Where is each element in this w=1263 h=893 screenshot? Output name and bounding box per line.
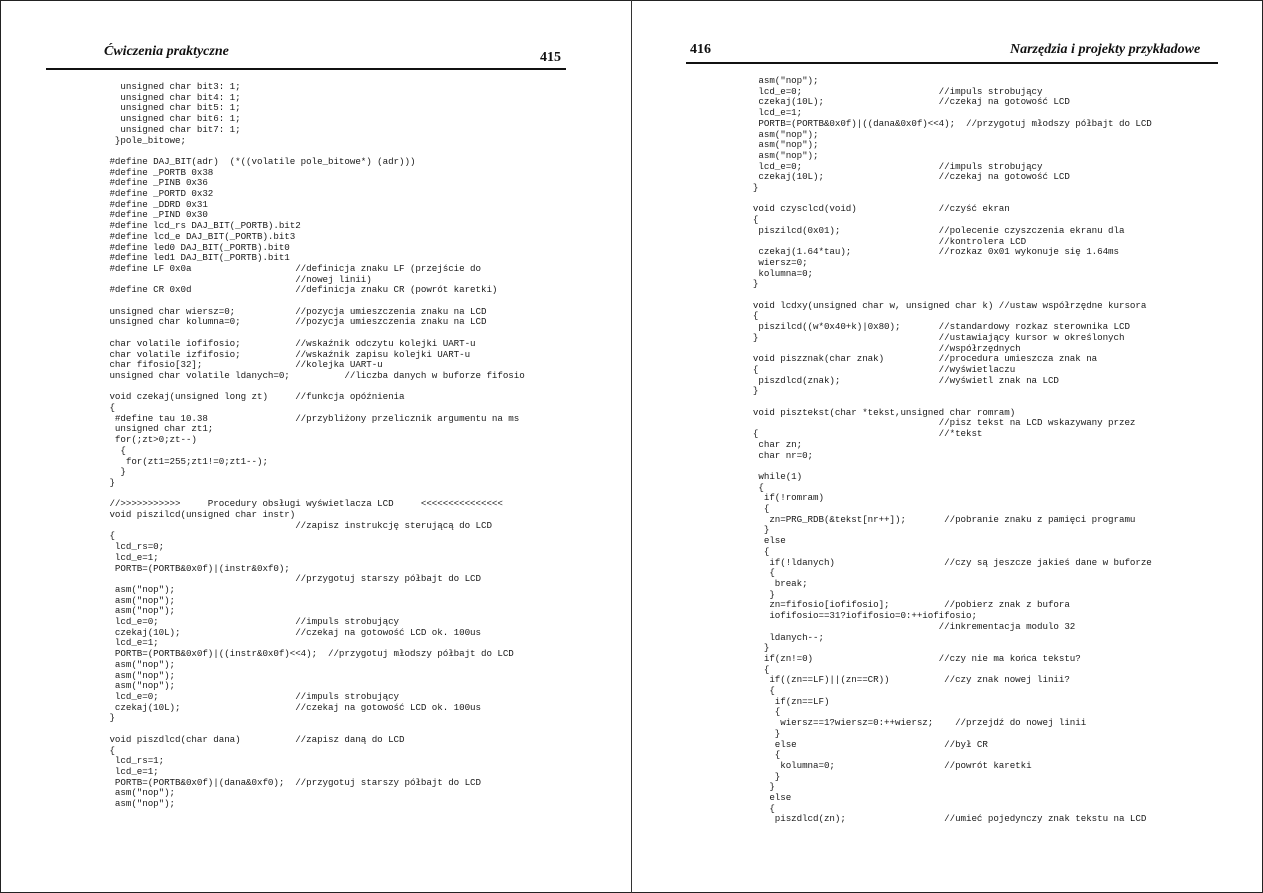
code-line: lcd_e=0; //impuls strobujący [742, 85, 1043, 97]
code-line: if(zn==LF) [742, 695, 830, 707]
code-line: void pisztekst(char *tekst,unsigned char romram) [742, 406, 1016, 418]
code-line: #define LF 0x0a //definicja znaku LF (przejście do [104, 262, 481, 274]
code-line: char nr=0; [742, 449, 814, 461]
code-line: PORTB=(PORTB&0x0f)|(instr&0xf0); [104, 562, 290, 574]
right-running-head: Narzędzia i projekty przykładowe [1010, 42, 1201, 57]
code-line: wiersz=0; [742, 256, 808, 268]
code-line: lcd_e=0; //impuls strobujący [104, 691, 400, 702]
code-line: unsigned char bit4: 1; [104, 91, 241, 103]
code-line: for(zt1=255;zt1!=0;zt1--); [104, 455, 268, 467]
left-code-listing [104, 82, 525, 810]
code-line: asm("nop"); [104, 583, 176, 595]
code-line: } [742, 182, 759, 194]
code-line: } [742, 781, 775, 793]
code-line: #define _PORTD 0x32 [104, 188, 214, 200]
code-line: PORTB=(PORTB&0x0f)|((dana&0x0f)<<4); //przygotuj młodszy półbajt do LCD [742, 117, 1152, 129]
left-page [0, 0, 630, 893]
code-line: unsigned char volatile ldanych=0; //liczba danych w buforze fifosio [104, 369, 525, 381]
code-line: asm("nop"); [104, 669, 176, 681]
code-line: asm("nop"); [104, 680, 176, 692]
code-line: if(zn!=0) //czy nie ma końca tekstu? [742, 652, 1081, 664]
code-line: asm("nop"); [742, 149, 819, 161]
code-line: asm("nop"); [104, 658, 176, 670]
code-line: unsigned char zt1; [104, 423, 214, 435]
code-line: asm("nop"); [742, 128, 819, 140]
code-line: if(!ldanych) //czy są jeszcze jakieś dane w buforze [742, 556, 1152, 568]
code-line: #define led0 DAJ_BIT(_PORTB).bit0 [104, 241, 290, 253]
left-page-number: 415 [540, 50, 561, 65]
code-line: czekaj(10L); //czekaj na gotowość LCD ok. 100us [104, 701, 481, 713]
code-line: ldanych--; [742, 631, 824, 643]
code-line: lcd_rs=0; [104, 541, 165, 553]
code-line: //>>>>>>>>>>> Procedury obsługi wyświetlacza LCD <<<<<<<<<<<<<<< [104, 498, 503, 510]
code-line: kolumna=0; //powrót karetki [742, 759, 1032, 771]
code-line: } [104, 712, 115, 724]
code-line: iofifosio==31?iofifosio=0:++iofifosio; [742, 610, 977, 622]
code-line [742, 461, 1152, 472]
code-line: wiersz==1?wiersz=0:++wiersz; //przejdź do nowej linii [742, 717, 1087, 729]
code-line: { [742, 503, 770, 515]
code-line: } [742, 385, 759, 397]
code-line: lcd_e=0; //impuls strobujący [742, 160, 1043, 172]
code-line: #define _PORTB 0x38 [104, 166, 214, 178]
code-line: if(!romram) [742, 492, 824, 504]
code-line: { //wyświetlaczu [742, 363, 1016, 375]
code-line: //nowej linii) [104, 273, 372, 285]
code-line: #define led1 DAJ_BIT(_PORTB).bit1 [104, 252, 290, 264]
code-line: czekaj(10L); //czekaj na gotowość LCD [742, 96, 1070, 108]
code-line: piszilcd(0x01); //polecenie czyszczenia ekranu dla [742, 224, 1125, 236]
code-line: { [104, 530, 115, 542]
code-line: } [742, 727, 781, 739]
code-line: //przygotuj starszy półbajt do LCD [104, 573, 481, 585]
code-line: void piszznak(char znak) //procedura umieszcza znak na [742, 353, 1098, 365]
code-line: { [742, 567, 775, 579]
code-line: lcd_e=1; [104, 765, 159, 777]
code-line: czekaj(1.64*tau); //rozkaz 0x01 wykonuje się 1.64ms [742, 246, 1119, 258]
code-line: lcd_e=1; [104, 551, 159, 563]
code-line: unsigned char bit7: 1; [104, 123, 241, 135]
code-line: zn=fifosio[iofifosio]; //pobierz znak z bufora [742, 599, 1070, 611]
code-line: asm("nop"); [742, 139, 819, 151]
code-line: void lcdxy(unsigned char w, unsigned char k) //ustaw współrzędne kursora [742, 299, 1147, 311]
code-line: unsigned char bit6: 1; [104, 113, 241, 125]
code-line: #define _PIND 0x30 [104, 209, 208, 221]
code-line: czekaj(10L); //czekaj na gotowość LCD ok. 100us [104, 626, 481, 638]
code-line: { [742, 802, 775, 814]
code-line: break; [742, 577, 808, 589]
code-line: char zn; [742, 438, 803, 450]
code-line: #define _DDRD 0x31 [104, 198, 208, 210]
code-line: #define lcd_e DAJ_BIT(_PORTB).bit3 [104, 230, 296, 242]
code-line: } [742, 642, 770, 654]
code-line: unsigned char wiersz=0; //pozycja umieszczenia znaku na LCD [104, 305, 487, 317]
right-code-listing [742, 76, 1152, 825]
code-line: //kontrolera LCD [742, 235, 1027, 247]
code-line: { [742, 706, 781, 718]
code-line: lcd_e=1; [742, 107, 803, 119]
code-line: } [104, 466, 126, 478]
code-line: { //*tekst [742, 428, 983, 440]
code-line: void piszdlcd(char dana) //zapisz daną do LCD [104, 733, 405, 745]
code-line: char fifosio[32]; //kolejka UART-u [104, 359, 383, 371]
left-header-rule [46, 68, 566, 70]
code-line: { [742, 749, 781, 761]
code-line: { [742, 545, 770, 557]
code-line: for(;zt>0;zt--) [104, 434, 197, 446]
code-line: char volatile izfifosio; //wskaźnik zapisu kolejki UART-u [104, 348, 471, 360]
code-line: unsigned char kolumna=0; //pozycja umieszczenia znaku na LCD [104, 316, 487, 328]
code-line: char volatile iofifosio; //wskaźnik odczytu kolejki UART-u [104, 337, 476, 349]
code-line: void piszilcd(unsigned char instr) [104, 509, 296, 521]
code-line: lcd_e=1; [104, 637, 159, 649]
code-line: //inkrementacja modulo 32 [742, 620, 1076, 632]
code-line: piszilcd((w*0x40+k)|0x80); //standardowy rozkaz sterownika LCD [742, 321, 1130, 333]
code-line: asm("nop"); [104, 798, 176, 810]
code-line: else [742, 535, 786, 547]
code-line: void czysclcd(void) //czyść ekran [742, 203, 1010, 215]
code-line: { [104, 444, 126, 456]
right-page [632, 0, 1263, 893]
code-line: piszdlcd(znak); //wyświetl znak na LCD [742, 374, 1059, 386]
code-line: zn=PRG_RDB(&tekst[nr++]); //pobranie znaku z pamięci programu [742, 513, 1136, 525]
code-line: while(1) [742, 470, 803, 482]
code-line: unsigned char bit5: 1; [104, 102, 241, 114]
code-line: } [742, 278, 759, 290]
code-line: { [742, 663, 770, 675]
code-line: asm("nop"); [104, 594, 176, 606]
code-line: asm("nop"); [104, 787, 176, 799]
code-line: //zapisz instrukcję sterującą do LCD [104, 519, 492, 531]
code-line: czekaj(10L); //czekaj na gotowość LCD [742, 171, 1070, 183]
code-line: #define DAJ_BIT(adr) (*((volatile pole_bitowe*) (adr))) [104, 155, 416, 167]
code-line: void czekaj(unsigned long zt) //funkcja opóźnienia [104, 391, 405, 403]
code-line: #define lcd_rs DAJ_BIT(_PORTB).bit2 [104, 220, 301, 232]
code-line: piszdlcd(zn); //umieć pojedynczy znak tekstu na LCD [742, 813, 1147, 825]
code-line: { [742, 481, 764, 493]
code-line: //pisz tekst na LCD wskazywany przez [742, 417, 1136, 429]
code-line: asm("nop"); [104, 605, 176, 617]
right-header-rule [686, 62, 1218, 64]
left-running-head: Ćwiczenia praktyczne [104, 44, 229, 59]
code-line: } [742, 524, 770, 536]
code-line: { [104, 744, 115, 756]
code-line: if((zn==LF)||(zn==CR)) //czy znak nowej linii? [742, 674, 1070, 686]
code-line: PORTB=(PORTB&0x0f)|(dana&0xf0); //przygotuj starszy półbajt do LCD [104, 776, 481, 788]
code-line: lcd_rs=1; [104, 755, 165, 767]
code-line: unsigned char bit3: 1; [104, 81, 241, 92]
code-line: kolumna=0; [742, 267, 814, 279]
code-line: } [742, 770, 781, 782]
code-line: //współrzędnych [742, 342, 1021, 354]
code-line: }pole_bitowe; [104, 134, 186, 146]
code-line: #define CR 0x0d //definicja znaku CR (powrót karetki) [104, 284, 498, 296]
code-line: #define _PINB 0x36 [104, 177, 208, 189]
code-line: { [104, 402, 115, 414]
code-line: { [742, 685, 775, 697]
code-line: PORTB=(PORTB&0x0f)|((instr&0x0f)<<4); //przygotuj młodszy półbajt do LCD [104, 648, 514, 660]
code-line: } [104, 476, 115, 488]
code-line: else //był CR [742, 738, 988, 750]
right-page-number: 416 [690, 42, 711, 57]
code-line: lcd_e=0; //impuls strobujący [104, 616, 400, 628]
code-line: asm("nop"); [742, 75, 819, 86]
code-line: { [742, 214, 759, 226]
code-line: else [742, 792, 792, 804]
code-line: } [742, 588, 775, 600]
code-line: } //ustawiający kursor w określonych [742, 331, 1125, 343]
code-line: { [742, 310, 759, 322]
code-line: #define tau 10.38 //przybliżony przelicznik argumentu na ms [104, 412, 520, 424]
